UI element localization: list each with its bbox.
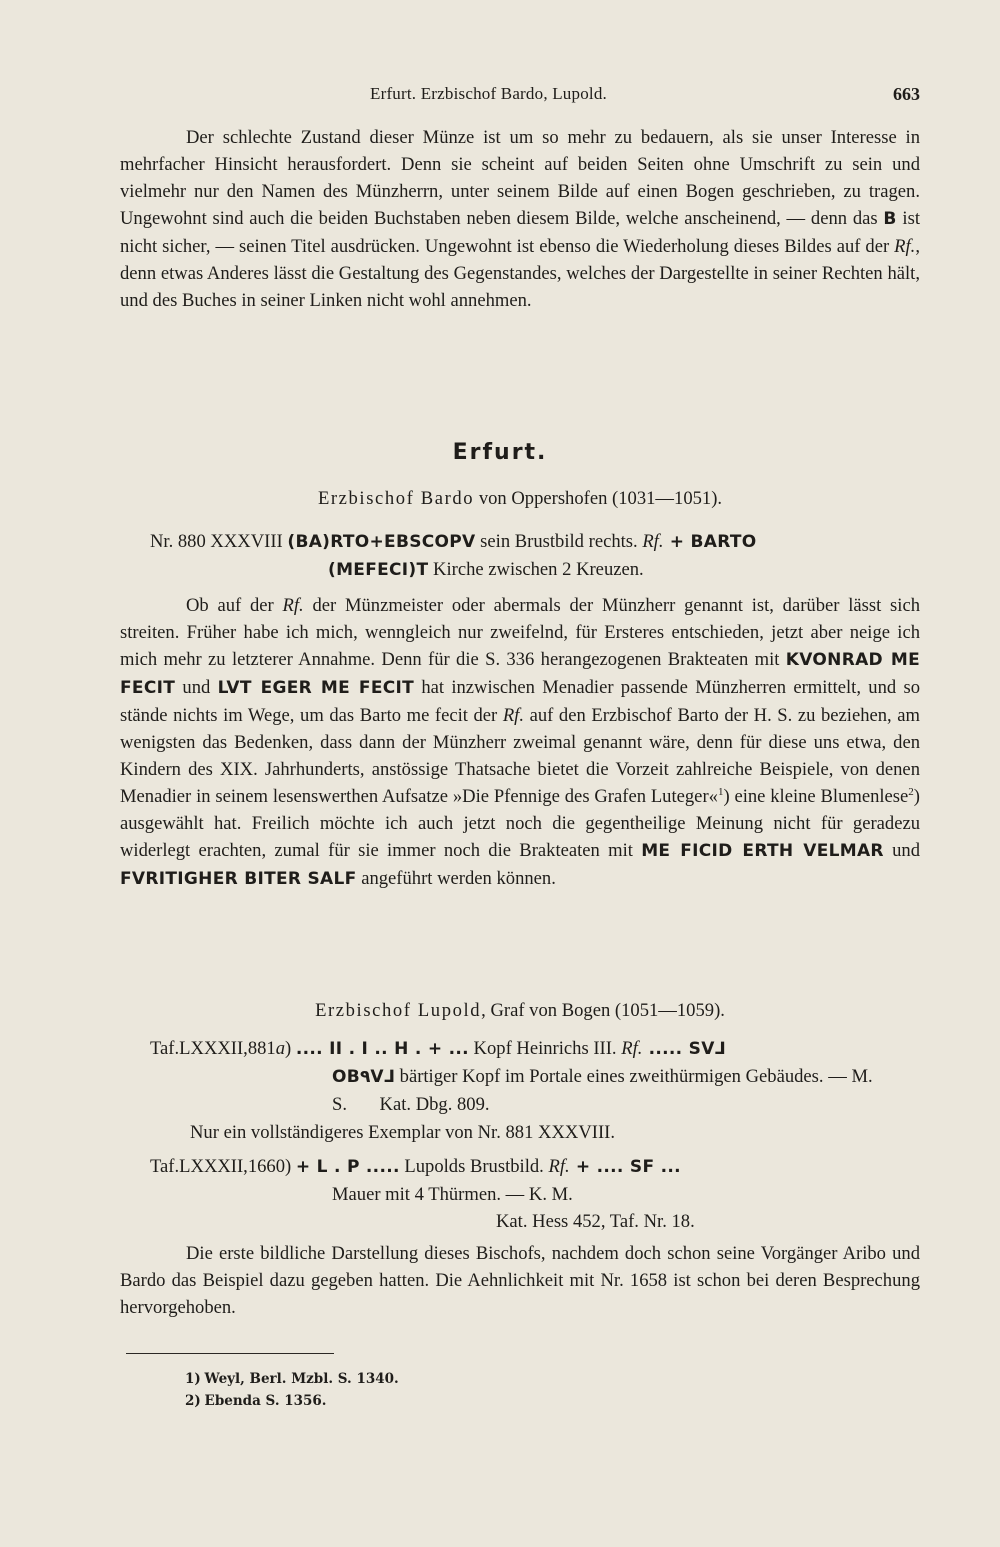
coin-legend: .... II . I .. H . + ... bbox=[295, 1039, 469, 1059]
coin-legend: KVONRAD ME FECIT bbox=[120, 650, 920, 698]
text-run: Ob auf der bbox=[186, 595, 283, 616]
page-number: 663 bbox=[893, 84, 920, 104]
entry-line bbox=[150, 1181, 920, 1208]
heading-rest: , Graf von Bogen (1051—1059). bbox=[481, 1000, 725, 1021]
intro-paragraph bbox=[120, 124, 920, 314]
reverse-abbrev: Rf. bbox=[894, 236, 916, 257]
section-title: Erfurt. bbox=[452, 440, 548, 465]
coin-legend: OB٩V⅃ bbox=[332, 1067, 395, 1087]
text-run: und bbox=[883, 840, 920, 861]
catalog-reference: Kat. Hess 452, Taf. Nr. 18. bbox=[496, 1211, 695, 1232]
footnote-ref: 2 bbox=[908, 785, 914, 798]
text-run: ) eine kleine Blumenlese bbox=[723, 786, 909, 807]
entry-description: Kopf Heinrichs III. bbox=[468, 1038, 622, 1059]
reverse-abbrev: Rf. bbox=[282, 595, 304, 616]
lupold-heading bbox=[120, 1000, 920, 1022]
running-title: Erfurt. Erzbischof Bardo, Lupold. bbox=[370, 84, 607, 103]
reverse-abbrev: Rf. bbox=[502, 705, 525, 726]
entry-label: Nr. 880 XXXVIII bbox=[150, 531, 288, 552]
coin-legend: (BA)RTO+EBSCOPV bbox=[287, 532, 476, 552]
entry-description: Kirche zwischen 2 Kreuzen. bbox=[428, 559, 644, 580]
entry-description: sein Brustbild rechts. bbox=[475, 531, 643, 552]
footnote bbox=[185, 1390, 399, 1412]
text-run: ) ausgewählt hat. Freilich möchte ich auch jetzt noch die gegentheilige Meinung nicht für geradezu widerlegt erachten, zumal für sie immer noch die Brakteaten mit bbox=[120, 786, 920, 861]
text-run: ist nicht sicher, — seinen Titel ausdrücken. Ungewohnt ist ebenso die Wiederholung dieses Bildes auf der bbox=[120, 208, 920, 257]
text-run: , denn etwas Anderes lässt die Gestaltung des Gegenstandes, welches der Dargestellte in seiner Rechten hält, und des Buches in seiner Linken nicht wohl annehmen. bbox=[120, 236, 920, 311]
coin-legend: + .... SF ... bbox=[569, 1157, 681, 1177]
text-run: ) bbox=[285, 1038, 296, 1059]
entry-description: Lupolds Brustbild. bbox=[399, 1156, 549, 1177]
entry-line bbox=[150, 556, 920, 584]
coin-legend: ME FICID ERTH VELMAR bbox=[641, 841, 884, 861]
footnotes bbox=[185, 1368, 399, 1412]
catalog-entry-1660 bbox=[150, 1153, 920, 1235]
catalog-reference: Kat. Dbg. 809. bbox=[379, 1094, 490, 1115]
entry-label: Taf.LXXXII,1660) bbox=[150, 1156, 296, 1177]
entry-line bbox=[150, 1063, 920, 1118]
footnote-text: Ebenda S. 1356. bbox=[204, 1393, 327, 1409]
heading-rest: von Oppershofen (1031—1051). bbox=[474, 488, 723, 509]
footnote-divider bbox=[126, 1353, 334, 1354]
text-run: angeführt werden können. bbox=[356, 868, 556, 889]
closing-paragraph: Die erste bildliche Darstellung dieses Bischofs, nachdem doch schon seine Vorgänger Aribo und Bardo das Beispiel dazu gegeben hatten. Die Aehnlichkeit mit Nr. 1658 ist schon bei deren Besprechung hervorgehoben. bbox=[120, 1243, 920, 1318]
entry-note: Nur ein vollständigeres Exemplar von Nr. 881 XXXVIII. bbox=[190, 1122, 615, 1143]
coin-legend: LVT EGER ME FECIT bbox=[217, 678, 415, 698]
footnote-number: 1) bbox=[185, 1371, 201, 1387]
text-run: hat inzwischen Menadier passende Münzherren ermittelt, und so stände nichts im Wege, um das Barto me fecit der bbox=[120, 677, 920, 726]
entry-description: bärtiger Kopf im Portale eines zweithürmigen Gebäudes. — M. S. bbox=[332, 1066, 873, 1115]
bardo-heading bbox=[120, 488, 920, 510]
coin-legend: + BARTO bbox=[663, 532, 757, 552]
footnote-number: 2) bbox=[185, 1393, 201, 1409]
text-run: der Münzmeister oder abermals der Münzherr genannt ist, darüber lässt sich streiten. Früher habe ich mich, wenngleich nur zweifelnd, für Ersteres entschieden, jetzt aber neige ich mich mehr zu letzterer Annahme. Denn für die S. 336 herangezogenen Brakteaten mit bbox=[120, 595, 920, 670]
footnote bbox=[185, 1368, 399, 1390]
entry-variant: a bbox=[275, 1038, 286, 1059]
catalog-entry-880 bbox=[150, 528, 920, 584]
text-run: und bbox=[175, 677, 218, 698]
discussion-paragraph bbox=[120, 592, 920, 893]
heading-name: Erzbischof Lupold bbox=[315, 1000, 482, 1021]
coin-letter: B bbox=[883, 209, 897, 229]
coin-legend: FVRITIGHER BITER SALF bbox=[120, 869, 357, 889]
entry-label: Taf.LXXXII,881 bbox=[150, 1038, 276, 1059]
reverse-abbrev: Rf. bbox=[642, 531, 664, 552]
text-run: Der schlechte Zustand dieser Münze ist um so mehr zu bedauern, als sie unser Interesse in mehrfacher Hinsicht herausfordert. Denn sie scheint auf beiden Seiten ohne Umschrift zu sein und vielmehr nur den Namen des Münzherrn, unter seinem Bilde auf einen Bogen geschrieben, zu tragen. Ungewohnt sind auch die beiden Buchstaben neben diesem Bilde, welche anscheinend, — denn das bbox=[120, 127, 920, 229]
coin-legend: + L . P ..... bbox=[295, 1157, 400, 1177]
text-run: auf den Erzbischof Barto der H. S. zu beziehen, am wenigsten das Bedenken, dass dann der Münzherr zweimal genannt wäre, denn für diese uns etwa, den Kindern des XIX. Jahrhunderts, anstössige Thatsache bietet die Vorzeit zahlreiche Beispiele, von denen Menadier in seinem lesenswerthen Aufsatze »Die Pfennige des Grafen Luteger« bbox=[120, 705, 920, 807]
entry-line bbox=[150, 1035, 920, 1063]
entry-line bbox=[150, 528, 920, 556]
coin-legend: (MEFECI)T bbox=[328, 560, 429, 580]
footnote-text: Weyl, Berl. Mzbl. S. 1340. bbox=[204, 1371, 399, 1387]
coin-legend: ..... SV⅃ bbox=[642, 1039, 726, 1059]
entry-description: Mauer mit 4 Thürmen. — K. M. bbox=[332, 1184, 573, 1205]
reverse-abbrev: Rf. bbox=[548, 1156, 570, 1177]
heading-name: Erzbischof Bardo bbox=[317, 488, 475, 509]
reverse-abbrev: Rf. bbox=[621, 1038, 643, 1059]
running-header bbox=[120, 84, 920, 108]
entry-line bbox=[150, 1153, 920, 1181]
catalog-entry-881 bbox=[150, 1035, 920, 1118]
footnote-ref: 1 bbox=[717, 785, 724, 798]
